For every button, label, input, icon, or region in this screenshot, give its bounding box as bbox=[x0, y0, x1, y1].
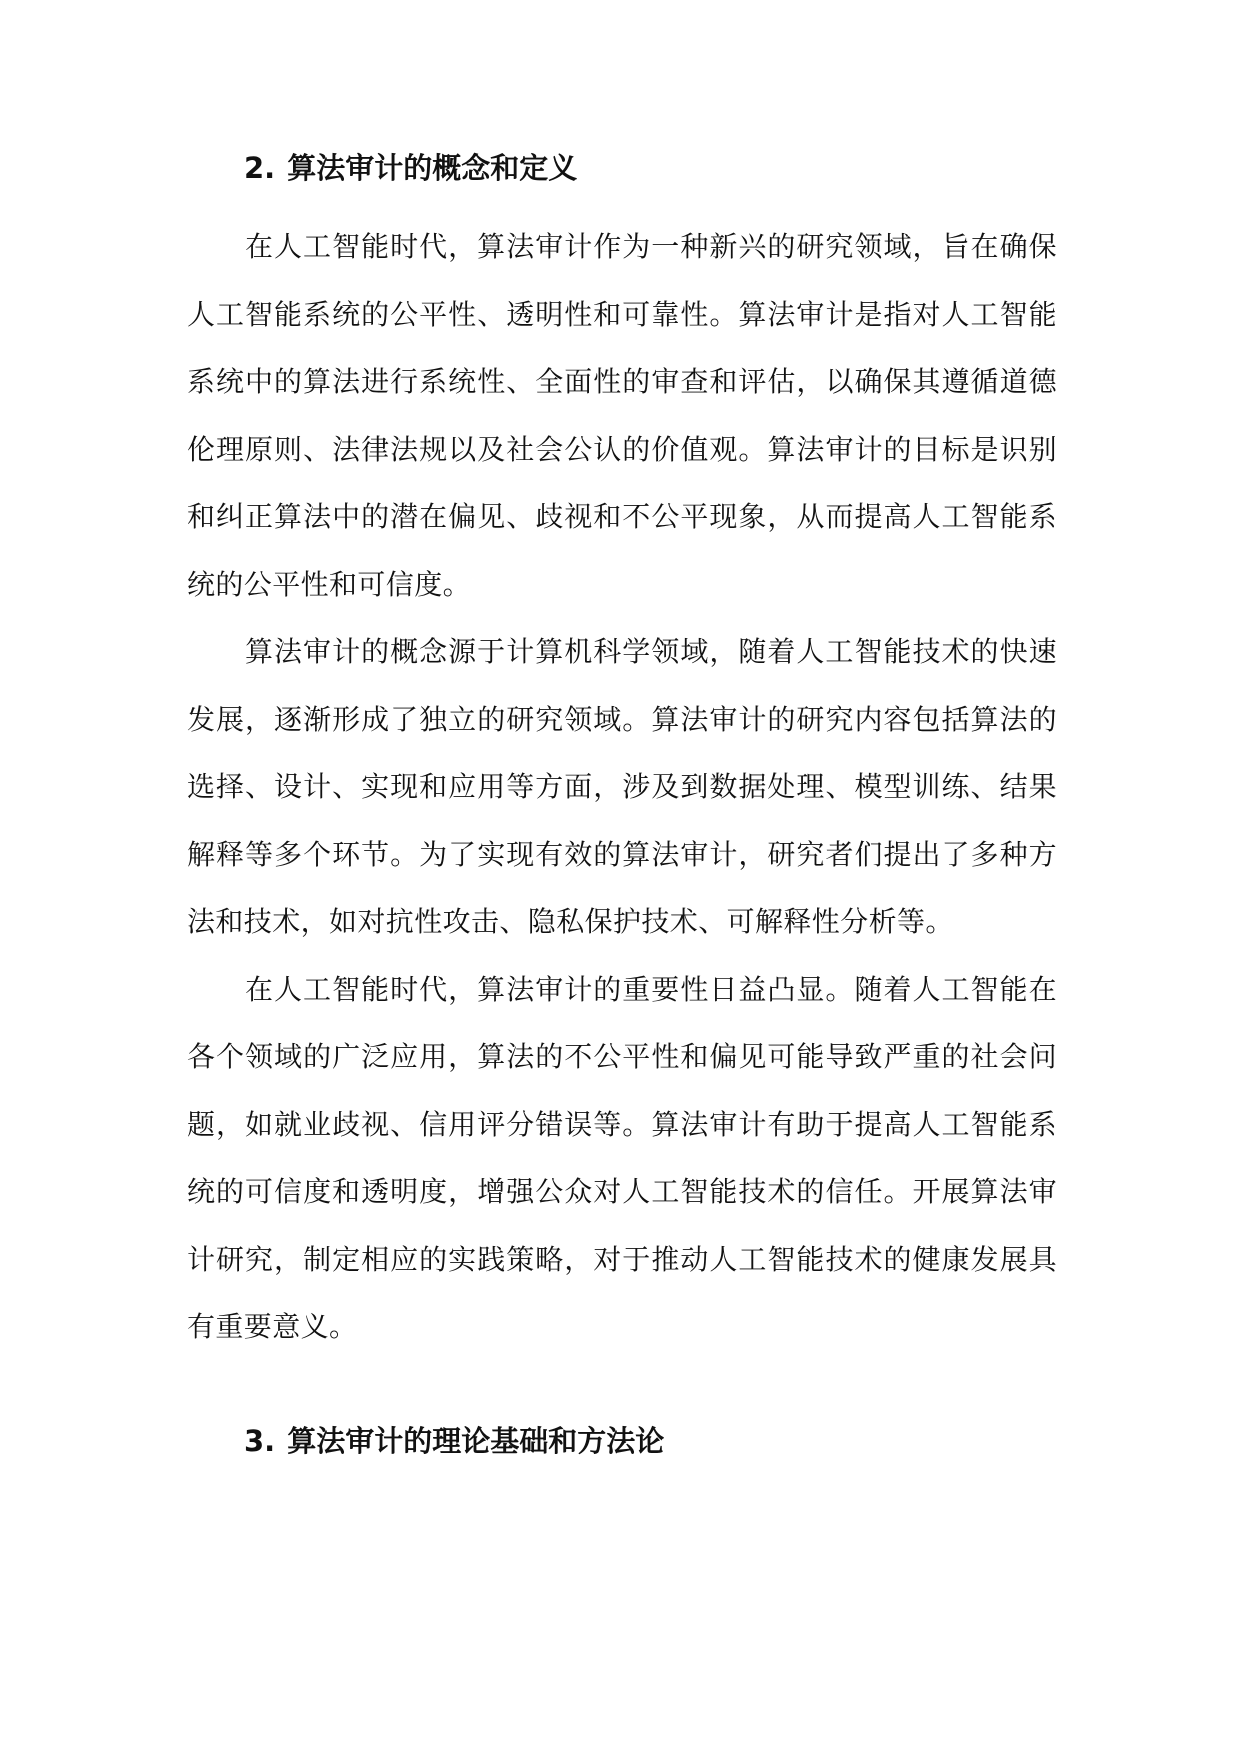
section-number: 2. bbox=[244, 151, 276, 185]
section-title: 算法审计的概念和定义 bbox=[287, 151, 578, 185]
page-content bbox=[187, 148, 1057, 1461]
section-heading-2 bbox=[187, 148, 1057, 188]
section-title: 算法审计的理论基础和方法论 bbox=[287, 1423, 665, 1458]
paragraph-3: 在人工智能时代，算法审计的重要性日益凸显。随着人工智能在各个领域的广泛应用，算法的不公平性和偏见可能导致严重的社会问题，如就业歧视、信用评分错误等。算法审计有助于提高人工智能系统的可信度和透明度，增强公众对人工智能技术的信任。开展算法审计研究，制定相应的实践策略，对于推动人工智能技术的健康发展具有重要意义。 bbox=[187, 972, 1057, 1343]
paragraph-2: 算法审计的概念源于计算机科学领域，随着人工智能技术的快速发展，逐渐形成了独立的研究领域。算法审计的研究内容包括算法的选择、设计、实现和应用等方面，涉及到数据处理、模型训练、结果解释等多个环节。为了实现有效的算法审计，研究者们提出了多种方法和技术，如对抗性攻击、隐私保护技术、可解释性分析等。 bbox=[187, 635, 1057, 938]
section-number: 3. bbox=[244, 1423, 276, 1458]
section-heading-3 bbox=[187, 1421, 1057, 1461]
paragraph-1: 在人工智能时代，算法审计作为一种新兴的研究领域，旨在确保人工智能系统的公平性、透明性和可靠性。算法审计是指对人工智能系统中的算法进行系统性、全面性的审查和评估，以确保其遵循道德伦理原则、法律法规以及社会公认的价值观。算法审计的目标是识别和纠正算法中的潜在偏见、歧视和不公平现象，从而提高人工智能系统的公平性和可信度。 bbox=[187, 230, 1057, 601]
